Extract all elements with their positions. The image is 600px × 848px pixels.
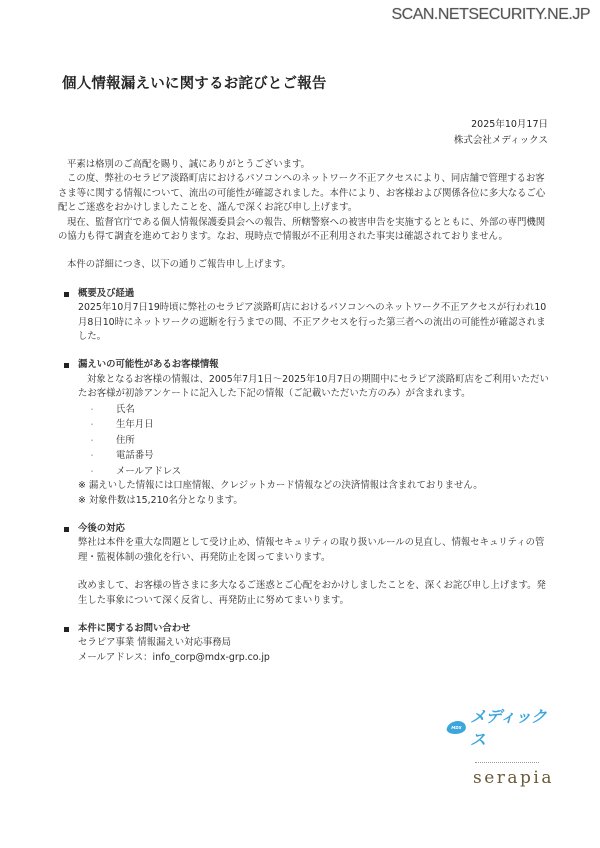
section-heading — [58, 287, 550, 301]
section-heading — [58, 358, 550, 372]
leaked-items-list — [58, 402, 550, 480]
section-contact — [58, 622, 550, 665]
medix-logo — [447, 704, 557, 750]
dot-bullet-icon: ・ — [88, 420, 96, 430]
company-name: 株式会社メディックス — [453, 135, 548, 146]
section-heading-text: 今後の対応 — [78, 523, 125, 534]
list-item: ・ 電話番号 — [88, 448, 550, 464]
document-date: 2025年10月17日 — [471, 119, 548, 130]
dot-bullet-icon: ・ — [88, 451, 96, 461]
serapia-tagline — [475, 762, 539, 764]
serapia-logo: serapia — [473, 768, 555, 788]
dot-bullet-icon: ・ — [88, 435, 96, 445]
dot-bullet-icon: ・ — [88, 466, 96, 476]
section-body: 2025年10月7日19時頃に弊社のセラピア淡路町店におけるパソコンへのネットワーク不正アクセスが行われ10月8日10時にネットワークの遮断を行うまでの間、不正アクセスを行った第三者への流出の可能性が確認されました。 — [78, 302, 547, 343]
section-heading — [58, 622, 550, 636]
intro-status: 現在、監督官庁である個人情報保護委員会への報告、所轄警察への被害申告を実施するとともに、外部の専門機関の協力も得て調査を進めております。なお、現時点で情報が不正利用された事実は確認されておりません。 — [58, 216, 546, 243]
list-item: ・ 生年月日 — [88, 417, 550, 433]
section-heading-text: 漏えいの可能性があるお客様情報 — [78, 359, 219, 371]
section-heading-text: 概要及び経過 — [78, 287, 135, 299]
note-count: ※ 対象件数は15,210名分となります。 — [78, 494, 243, 506]
lead-text: 本件の詳細につき、以下の通りご報告申し上げます。 — [67, 259, 291, 271]
intro-greeting: 平素は格別のご高配を賜り、誠にありがとうございます。 — [67, 159, 311, 170]
section-response — [58, 522, 550, 608]
date-block — [454, 117, 548, 149]
dot-bullet-icon: ・ — [88, 404, 96, 414]
watermark: SCAN.NETSECURITY.NE.JP — [391, 6, 590, 23]
list-item: ・ メールアドレス — [88, 464, 550, 480]
section-overview — [58, 287, 550, 345]
contact-office: セラピア事業 情報漏えい対応事務局 — [78, 637, 231, 649]
document-title: 個人情報漏えいに関するお詫びとご報告 — [62, 76, 327, 92]
list-item: ・ 氏名 — [88, 402, 550, 418]
list-item: ・ 住所 — [88, 433, 550, 449]
medix-logo-text: メディックス — [470, 707, 547, 749]
contact-email[interactable]: メールアドレス：info_corp@mdx-grp.co.jp — [78, 651, 270, 663]
section-heading-text: 本件に関するお問い合わせ — [78, 623, 191, 635]
section-body: 弊社は本件を重大な問題として受け止め、情報セキュリティの取り扱いルールの見直し、情報セキュリティの管理・監視体制の強化を行い、再発防止を図ってまいります。 — [78, 537, 545, 563]
logos — [447, 704, 557, 788]
square-bullet-icon — [64, 527, 69, 532]
square-bullet-icon — [64, 627, 69, 632]
medix-badge-icon: MDX — [446, 721, 468, 734]
section-leaked-info — [58, 358, 550, 508]
square-bullet-icon — [64, 292, 69, 297]
section-heading — [58, 522, 550, 536]
square-bullet-icon — [64, 363, 69, 368]
intro-incident: この度、弊社のセラピア淡路町店におけるパソコンへのネットワーク不正アクセスにより、同店舗で管理するお客さま等に関する情報について、流出の可能性が確認されました。本件により、お客様および関係各位に多大なるご心配とご迷惑をおかけしましたことを、謹んで深くお詫び申し上げます。 — [58, 173, 546, 214]
closing-apology: 改めまして、お客様の皆さまに多大なるご迷惑とご心配をおかけしましたことを、深くお詫び申し上げます。発生した事象について深く反省し、再発防止に努めてまいります。 — [78, 580, 546, 606]
section-body: 対象となるお客様の情報は、2005年7月1日～2025年10月7日の期間中にセラピア淡路町店をご利用いただいたお客様が初診アンケートに記入した下記の情報（ご記載いただいた方のみ）が含まれます。 — [78, 373, 549, 400]
note-payment: ※ 漏えいした情報には口座情報、クレジットカード情報などの決済情報は含まれておりません。 — [78, 480, 483, 492]
document-body — [58, 158, 550, 665]
